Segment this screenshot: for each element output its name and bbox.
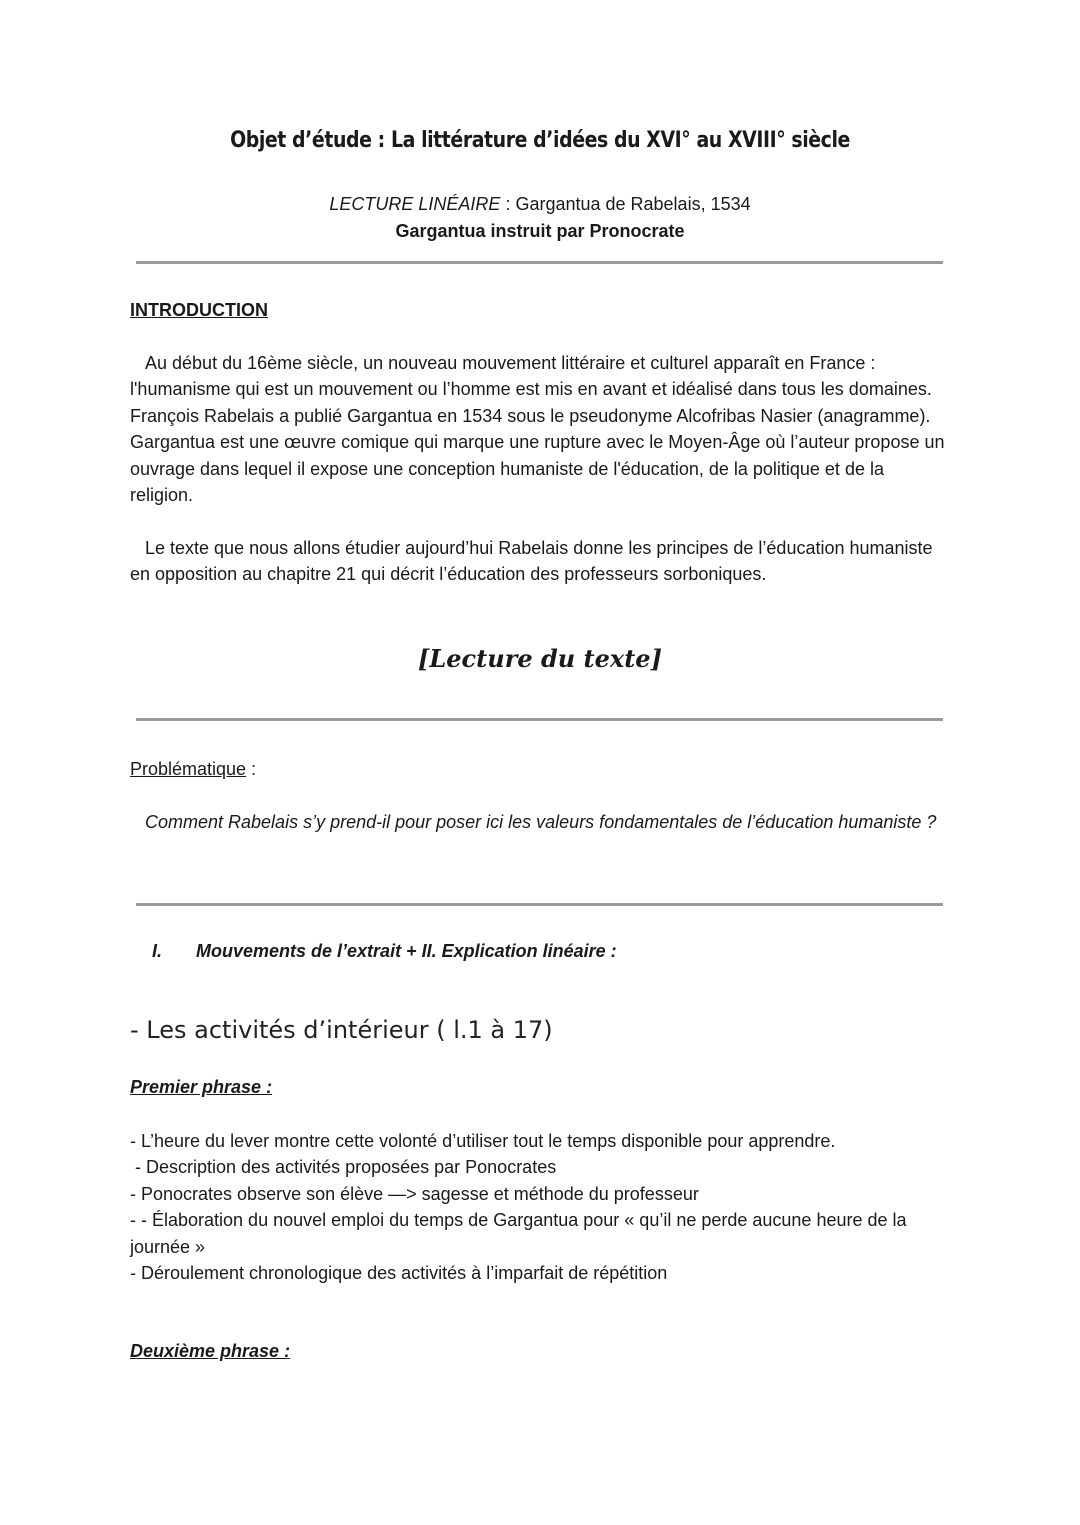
list-item: - L’heure du lever montre cette volonté d’utiliser tout le temps disponible pour apprendre. [130,1131,836,1151]
problematique-label: Problématique [130,759,247,779]
list-item: - Déroulement chronologique des activités à l’imparfait de répétition [130,1263,668,1284]
list-item: - - Élaboration du nouvel emploi du temps de Gargantua pour « qu’il ne perde aucune heure de la journée » [130,1210,907,1257]
subsection-title: - Les activités d’intérieur ( l.1 à 17) [130,1016,553,1044]
section-number: I. [152,941,163,961]
lecture-source: : Gargantua de Rabelais, 1534 [500,194,751,214]
list-item: - Description des activités proposées par Ponocrates [130,1157,557,1178]
problematique-heading [130,759,256,780]
text-title: Gargantua instruit par Pronocrate [395,221,685,241]
document-title: Objet d’étude : La littérature d’idées du XVI° au XVIII° siècle [230,128,850,153]
introduction-paragraph-1: Au début du 16ème siècle, un nouveau mouvement littéraire et culturel apparaît en France : l'humanisme qui est un mouvement ou l’homme est mis en avant et idéalisé dans tous les domaines. François Rabelais a publié Gargantua en 1534 sous le pseudonyme Alcofribas Nasier (anagramme). Gargantua est une œuvre comique qui marque une rupture avec le Moyen-Âge où l’auteur propose un ouvrage dans lequel il expose une conception humaniste de l'éducation, de la politique et de la religion. [130,353,945,506]
lecture-line [0,194,1080,215]
problematique-question: Comment Rabelais s’y prend-il pour poser ici les valeurs fondamentales de l’éducation humaniste ? [130,812,937,832]
divider [136,261,943,264]
divider [136,718,943,721]
divider [136,903,943,906]
premier-phrase-heading: Premier phrase : [130,1077,273,1097]
introduction-heading: INTRODUCTION [130,300,268,320]
lecture-label: LECTURE LINÉAIRE [329,194,501,214]
deuxieme-phrase-heading: Deuxième phrase : [130,1341,291,1361]
section-title: Mouvements de l’extrait + II. Explication linéaire : [196,941,617,961]
list-item: - Ponocrates observe son élève —> sagesse et méthode du professeur [130,1183,699,1204]
premier-phrase-list [130,1128,960,1286]
reading-note: [Lecture du texte] [418,644,662,673]
introduction-paragraph-2: Le texte que nous allons étudier aujourd’hui Rabelais donne les principes de l’éducation humaniste en opposition au chapitre 21 qui décrit l’éducation des professeurs sorboniques. [130,538,933,585]
problematique-colon: : [246,759,257,779]
